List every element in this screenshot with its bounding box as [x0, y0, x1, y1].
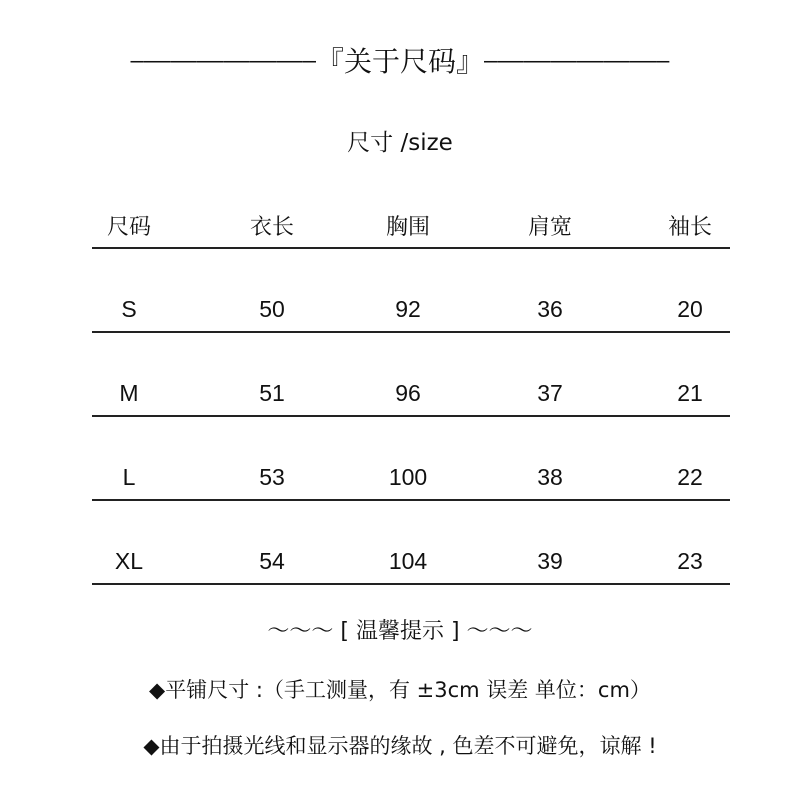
section-header — [0, 40, 800, 80]
cell-shoulder: 37 — [537, 380, 563, 406]
cell-shoulder: 38 — [537, 464, 563, 490]
cell-sleeve: 21 — [677, 380, 703, 406]
section-title: 『关于尺码』 — [315, 45, 484, 78]
table-row — [92, 501, 730, 585]
size-table — [92, 205, 730, 585]
measurement-note: ◆平铺尺寸 :（手工测量，有 ±3cm 误差 单位：cm） — [149, 678, 651, 702]
color-note: ◆由于拍摄光线和显示器的缘故 , 色差不可避免，谅解 ! — [143, 734, 657, 758]
cell-shoulder: 39 — [537, 548, 563, 574]
column-header-chest: 胸围 — [385, 215, 430, 240]
column-header-shoulder: 肩宽 — [527, 215, 572, 240]
cell-size: S — [121, 296, 137, 322]
column-header-size: 尺码 — [106, 215, 151, 240]
column-header-sleeve: 袖长 — [667, 215, 712, 240]
table-row — [92, 417, 730, 501]
cell-chest: 96 — [395, 380, 421, 406]
tips-title: 〜〜〜 [ 温馨提示 ] 〜〜〜 — [267, 619, 533, 644]
cell-chest: 100 — [388, 464, 428, 490]
table-row — [92, 333, 730, 417]
cell-length: 50 — [259, 296, 285, 322]
cell-shoulder: 36 — [537, 296, 563, 322]
header-dashes-left: —————————————— — [130, 49, 316, 74]
cell-size: L — [122, 464, 136, 490]
cell-chest: 104 — [388, 548, 428, 574]
cell-sleeve: 22 — [677, 464, 703, 490]
cell-size: XL — [114, 548, 144, 574]
cell-length: 53 — [259, 464, 285, 490]
table-header-row — [92, 205, 730, 249]
cell-sleeve: 20 — [677, 296, 703, 322]
cell-length: 54 — [259, 548, 285, 574]
column-header-length: 衣长 — [249, 215, 294, 240]
cell-chest: 92 — [395, 296, 421, 322]
cell-sleeve: 23 — [677, 548, 703, 574]
size-subtitle: 尺寸 /size — [347, 130, 453, 156]
cell-length: 51 — [259, 380, 285, 406]
table-row — [92, 249, 730, 333]
cell-size: M — [119, 380, 139, 406]
header-dashes-right: —————————————— — [484, 49, 670, 74]
